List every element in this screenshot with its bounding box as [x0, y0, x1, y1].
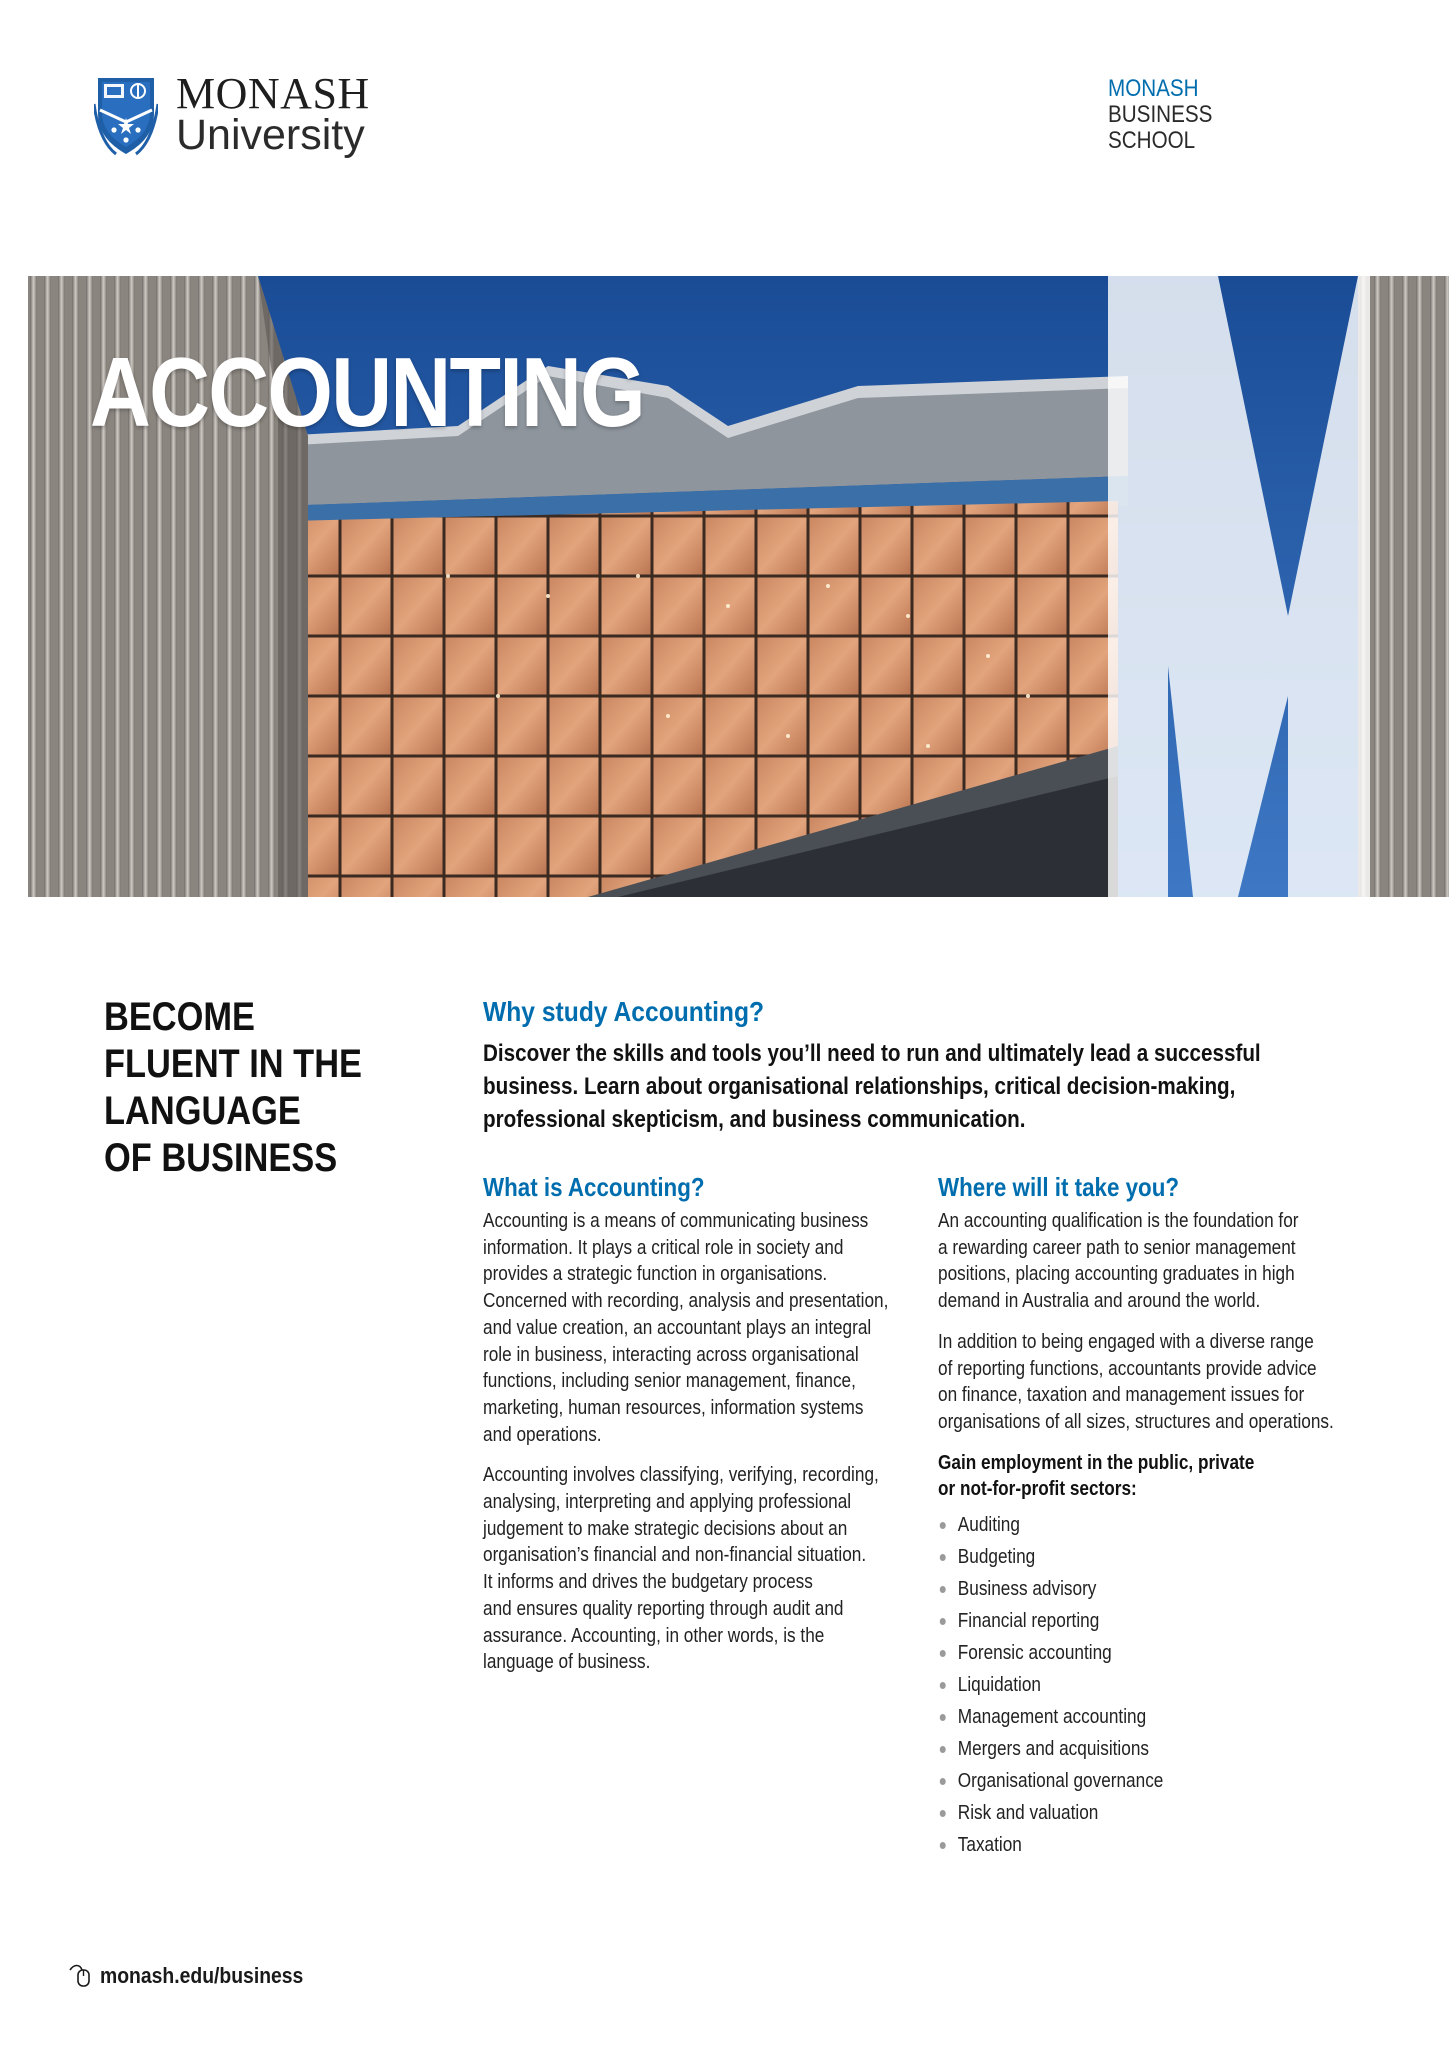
careers-list: [938, 1509, 1358, 1861]
intro-line: business. Learn about organisational relationships, critical decision-making,: [483, 1073, 1236, 1100]
text-line: marketing, human resources, information systems: [483, 1396, 864, 1419]
monash-business-school-wordmark: [1108, 76, 1212, 154]
text-line: and operations.: [483, 1423, 602, 1446]
text-line: judgement to make strategic decisions about an: [483, 1517, 848, 1540]
tagline: [104, 994, 379, 1182]
intro-line: Discover the skills and tools you’ll need to run and ultimately lead a successful: [483, 1040, 1261, 1067]
text-line: and value creation, an accountant plays an integral: [483, 1316, 872, 1339]
text-line: It informs and drives the budgetary process: [483, 1571, 813, 1594]
bullet-icon: [940, 1810, 946, 1817]
list-item: Financial reporting: [938, 1605, 1358, 1637]
text-line: language of business.: [483, 1651, 651, 1674]
text-line: organisation’s financial and non-financial situation.: [483, 1544, 867, 1567]
list-item: Taxation: [938, 1829, 1358, 1861]
text-line: information. It plays a critical role in society and: [483, 1236, 844, 1259]
text-line: Accounting is a means of communicating business: [483, 1210, 869, 1232]
school-line-2: BUSINESS: [1108, 101, 1213, 128]
text-line: Concerned with recording, analysis and presentation,: [483, 1290, 889, 1313]
text-line: provides a strategic function in organisations.: [483, 1263, 828, 1286]
logo-wordmark-monash: MONASH: [176, 69, 370, 118]
text-line: An accounting qualification is the foundation for: [938, 1210, 1299, 1232]
bullet-icon: [940, 1682, 946, 1689]
why-study-intro: [483, 1037, 1261, 1136]
text-line: role in business, interacting across organisational: [483, 1343, 859, 1366]
text-line: Accounting involves classifying, verifying, recording,: [483, 1464, 879, 1487]
where-will-it-take-you-section: [938, 1172, 1358, 1861]
gain-employment-subheading: [938, 1450, 1358, 1503]
text-line: In addition to being engaged with a diverse range: [938, 1330, 1314, 1353]
text-line: or not-for-profit sectors:: [938, 1478, 1137, 1501]
list-item: Management accounting: [938, 1701, 1358, 1733]
text-line: on finance, taxation and management issues for: [938, 1384, 1305, 1407]
list-item: Budgeting: [938, 1541, 1358, 1573]
list-item: Forensic accounting: [938, 1637, 1358, 1669]
tagline-line: BECOME: [104, 995, 255, 1039]
text-line: functions, including senior management, finance,: [483, 1370, 856, 1393]
website-url[interactable]: monash.edu/business: [100, 1963, 304, 1988]
where-paragraph-1: [938, 1208, 1358, 1315]
text-line: assurance. Accounting, in other words, is the: [483, 1624, 825, 1647]
school-line-3: SCHOOL: [1108, 127, 1196, 154]
why-study-heading: Why study Accounting?: [483, 996, 765, 1027]
list-item: Business advisory: [938, 1573, 1358, 1605]
list-item: Organisational governance: [938, 1765, 1358, 1797]
text-line: demand in Australia and around the world.: [938, 1290, 1261, 1313]
list-item: Risk and valuation: [938, 1797, 1358, 1829]
text-line: organisations of all sizes, structures and operations.: [938, 1410, 1334, 1433]
what-is-accounting-section: [483, 1172, 903, 1690]
monash-university-logo: [94, 69, 394, 162]
logo-wordmark-university: University: [176, 111, 365, 159]
intro-line: professional skepticism, and business communication.: [483, 1106, 1026, 1133]
bullet-icon: [940, 1842, 946, 1849]
bullet-icon: [940, 1746, 946, 1753]
hero-title: ACCOUNTING: [90, 337, 645, 447]
list-item: Mergers and acquisitions: [938, 1733, 1358, 1765]
bullet-icon: [940, 1778, 946, 1785]
text-line: Gain employment in the public, private: [938, 1451, 1255, 1474]
text-line: a rewarding career path to senior management: [938, 1236, 1296, 1259]
bullet-icon: [940, 1650, 946, 1657]
bullet-icon: [940, 1586, 946, 1593]
bullet-icon: [940, 1618, 946, 1625]
text-line: positions, placing accounting graduates in high: [938, 1263, 1295, 1286]
list-item: Liquidation: [938, 1669, 1358, 1701]
text-line: and ensures quality reporting through audit and: [483, 1597, 844, 1620]
where-will-it-take-you-heading: Where will it take you?: [938, 1172, 1180, 1202]
monash-crest-icon: [94, 74, 158, 156]
what-is-accounting-heading: What is Accounting?: [483, 1172, 705, 1202]
tagline-line: FLUENT IN THE: [104, 1042, 362, 1086]
text-line: of reporting functions, accountants provide advice: [938, 1357, 1317, 1380]
bullet-icon: [940, 1714, 946, 1721]
bullet-icon: [940, 1522, 946, 1529]
school-line-1: MONASH: [1108, 75, 1199, 102]
mouse-cursor-icon: [68, 1962, 94, 1988]
list-item: Auditing: [938, 1509, 1358, 1541]
tagline-line: LANGUAGE: [104, 1089, 301, 1133]
hero-banner: [28, 276, 1449, 897]
text-line: analysing, interpreting and applying professional: [483, 1491, 852, 1514]
tagline-line: OF BUSINESS: [104, 1136, 338, 1180]
where-paragraph-2: [938, 1329, 1358, 1436]
what-paragraph-1: [483, 1208, 903, 1448]
bullet-icon: [940, 1554, 946, 1561]
what-paragraph-2: [483, 1462, 903, 1676]
